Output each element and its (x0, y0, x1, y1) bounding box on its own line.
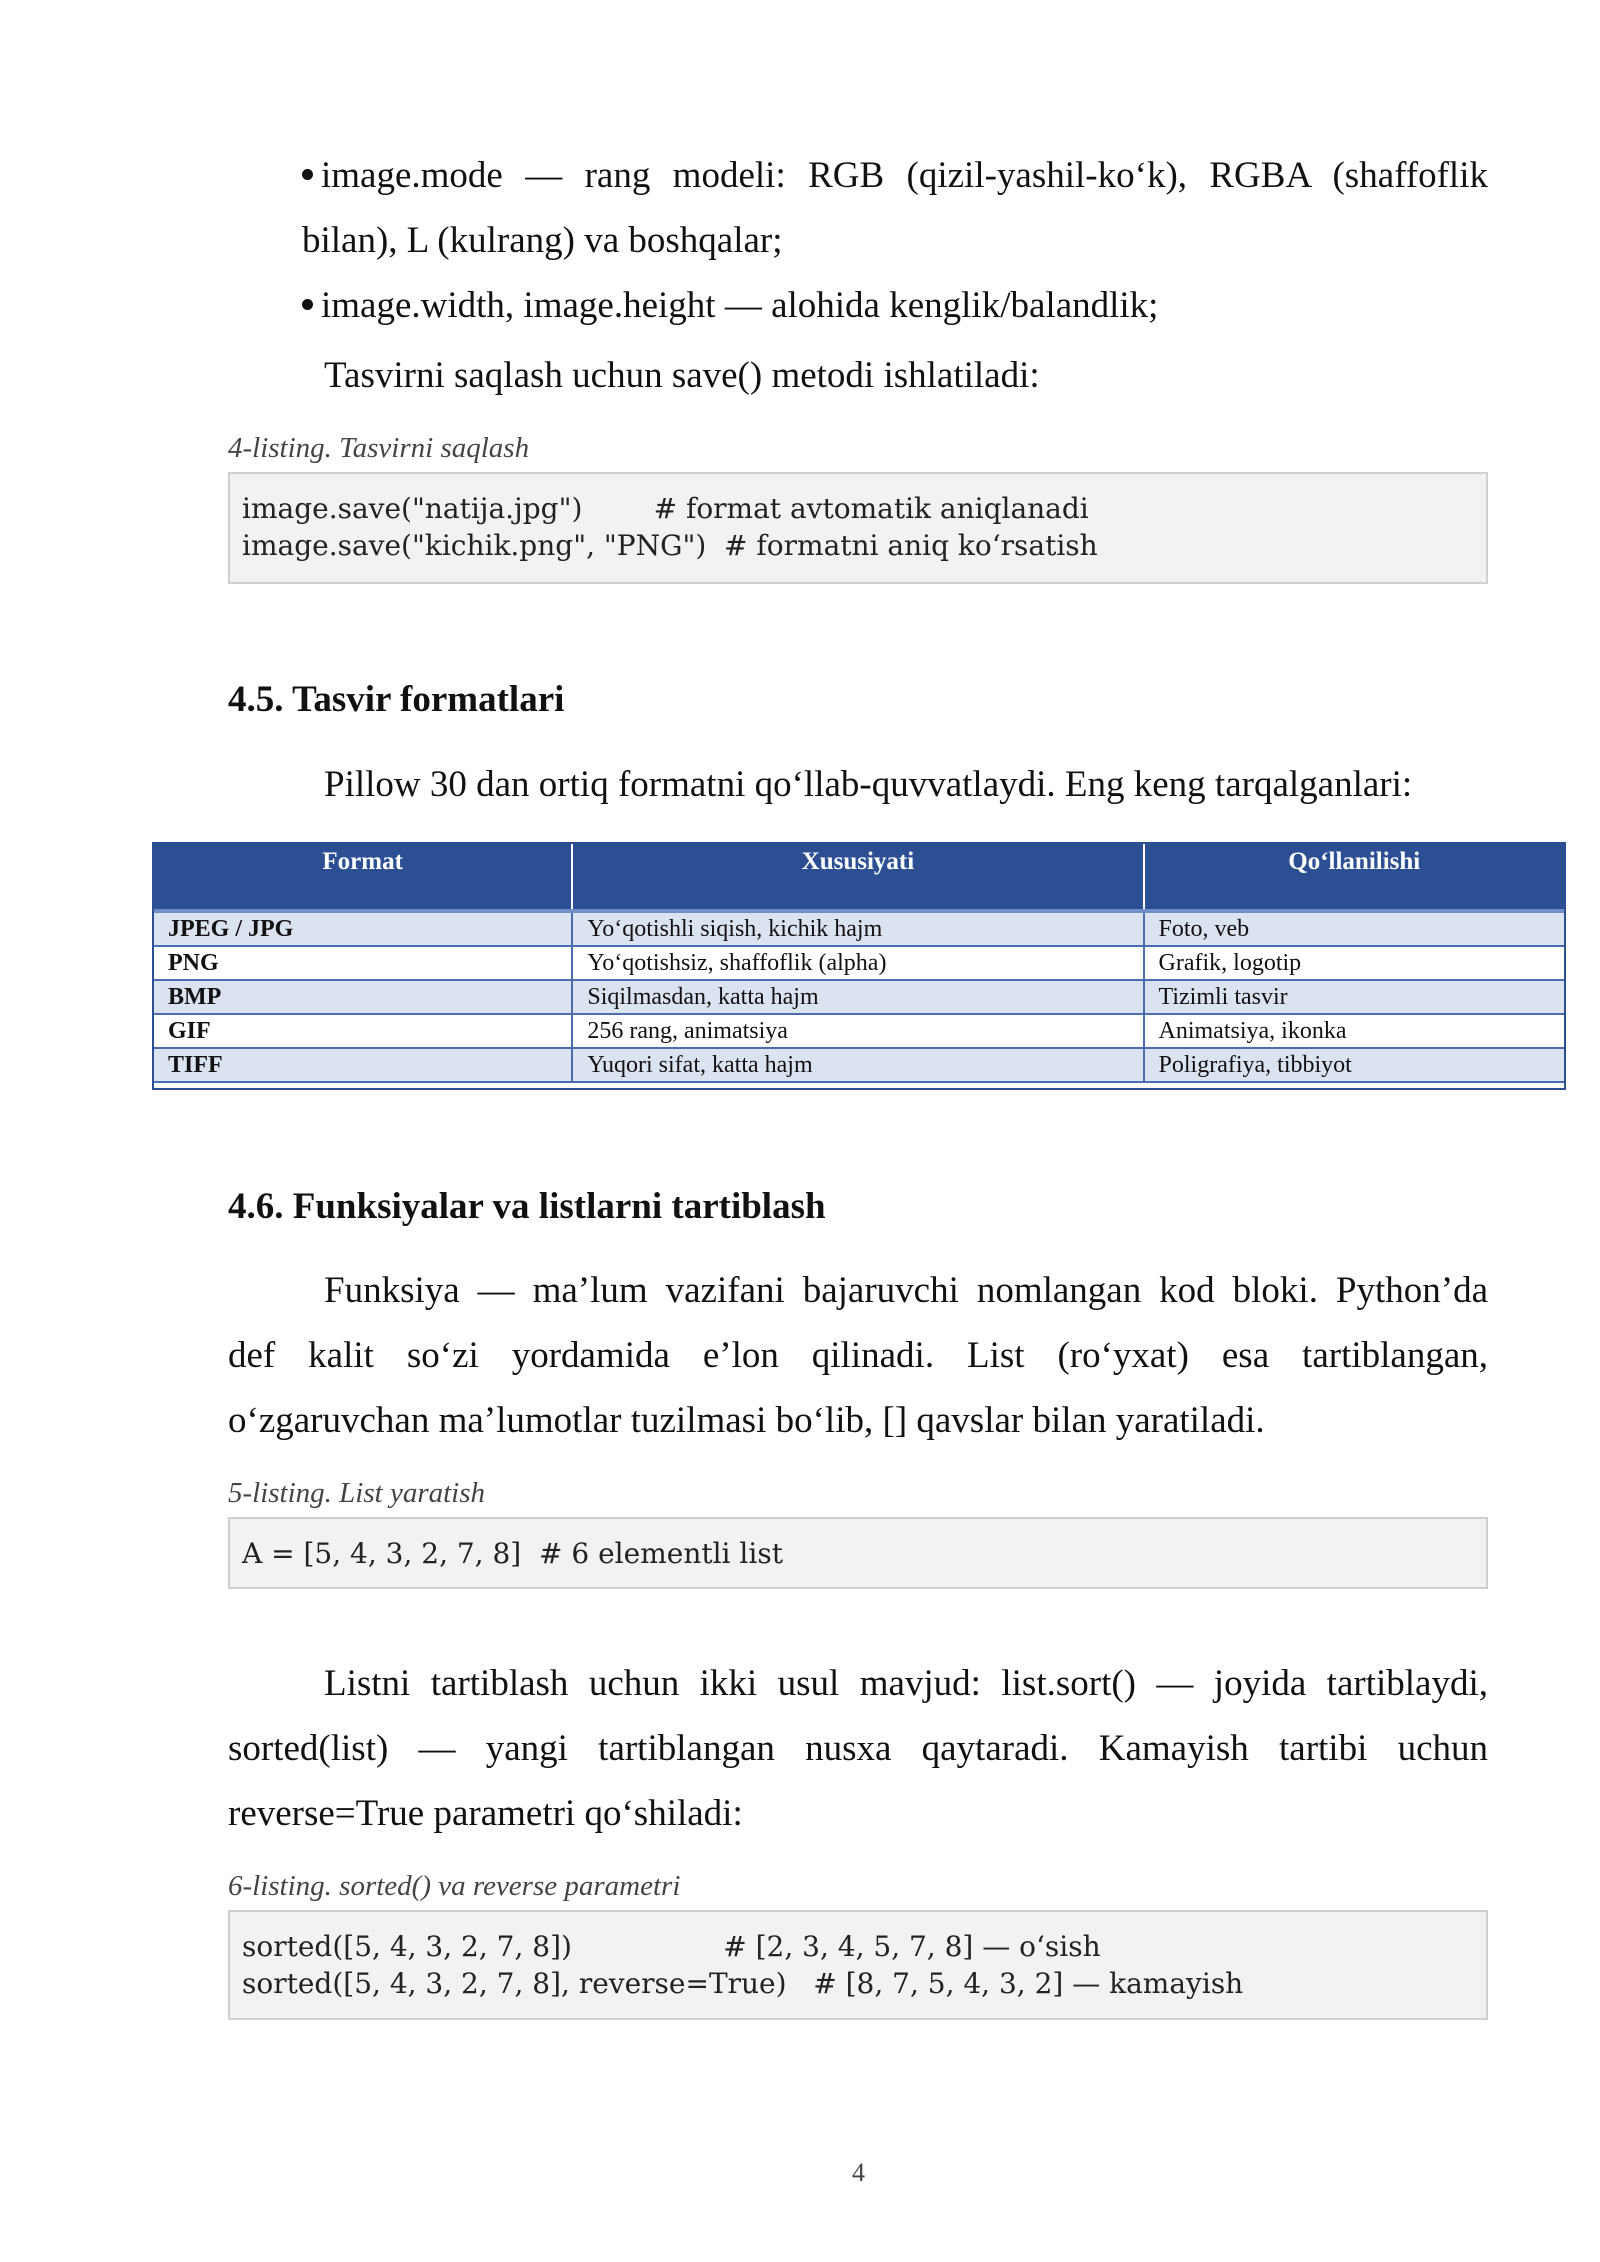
listing-caption: 6-listing. sorted() va reverse parametri (228, 1870, 681, 1902)
table-cell: Poligrafiya, tibbiyot (1144, 1048, 1565, 1082)
paragraph-line (228, 1388, 1488, 1454)
table-cell: GIF (153, 1014, 572, 1048)
table-header-row (153, 843, 1565, 911)
table-cell: 256 rang, animatsiya (572, 1014, 1143, 1048)
paragraph-text: sorted(list) — yangi tartiblangan nusxa qaytaradi. Kamayish tartibi uchun (228, 1728, 1488, 1769)
table-cell: Siqilmasdan, katta hajm (572, 980, 1143, 1014)
code-block: sorted([5, 4, 3, 2, 7, 8]) # [2, 3, 4, 5, 7, 8] — o‘sish sorted([5, 4, 3, 2, 7, 8], reverse=True) # [8, 7, 5, 4, 3, 2] — kamayish (228, 1910, 1488, 2020)
table-cell: Yo‘qotishsiz, shaffoflik (alpha) (572, 946, 1143, 980)
paragraph-line (228, 1781, 1488, 1847)
code-block: image.save("natija.jpg") # format avtomatik aniqlanadi image.save("kichik.png", "PNG") # formatni aniq ko‘rsatish (228, 472, 1488, 584)
paragraph-line (228, 1716, 1488, 1782)
table-cell: BMP (153, 980, 572, 1014)
bullet-icon (302, 169, 313, 180)
table-cell: PNG (153, 946, 572, 980)
paragraph-text: Listni tartiblash uchun ikki usul mavjud: list.sort() — joyida tartiblaydi, (324, 1663, 1488, 1704)
code-block: A = [5, 4, 3, 2, 7, 8] # 6 elementli list (228, 1517, 1488, 1589)
paragraph-line (324, 1651, 1488, 1717)
paragraph-line (228, 1323, 1488, 1389)
table-cell: Tizimli tasvir (1144, 980, 1565, 1014)
paragraph-line (324, 1258, 1488, 1324)
paragraph-text: Funksiya — ma’lum vazifani bajaruvchi nomlangan kod bloki. Python’da (324, 1270, 1488, 1311)
table-row (153, 980, 1565, 1014)
page-number: 4 (852, 2158, 865, 2187)
table-cell: Foto, veb (1144, 911, 1565, 946)
paragraph-text: def kalit so‘zi yordamida e’lon qilinadi. List (ro‘yxat) esa tartiblangan, (228, 1335, 1488, 1376)
paragraph: Pillow 30 dan ortiq formatni qo‘llab-quvvatlaydi. Eng keng tarqalganlari: (324, 764, 1413, 805)
column-header: Xususiyati (572, 843, 1143, 911)
table-cell: Animatsiya, ikonka (1144, 1014, 1565, 1048)
column-header: Qo‘llanilishi (1144, 843, 1565, 911)
listing-caption: 5-listing. List yaratish (228, 1477, 486, 1509)
formats-table (152, 842, 1566, 1083)
column-header: Format (153, 843, 572, 911)
table-row (153, 946, 1565, 980)
bullet-text: bilan), L (kulrang) va boshqalar; (302, 220, 783, 261)
table-cell: Grafik, logotip (1144, 946, 1565, 980)
bullet-continuation (302, 208, 1488, 274)
paragraph: Tasvirni saqlash uchun save() metodi ishlatiladi: (324, 355, 1040, 396)
table-cell: JPEG / JPG (153, 911, 572, 946)
bullet-text: image.width, image.height — alohida kenglik/balandlik; (321, 285, 1159, 326)
paragraph-text: reverse=True parametri qo‘shiladi: (228, 1793, 743, 1834)
bullet-text: image.mode — rang modeli: RGB (qizil-yashil-ko‘k), RGBA (shaffoflik (321, 155, 1488, 196)
bullet-item (302, 273, 1488, 339)
table-row (153, 1014, 1565, 1048)
table-row (153, 911, 1565, 946)
table-cell: Yuqori sifat, katta hajm (572, 1048, 1143, 1082)
bullet-item (302, 143, 1488, 209)
table-cell: TIFF (153, 1048, 572, 1082)
paragraph-text: o‘zgaruvchan ma’lumotlar tuzilmasi bo‘lib, [] qavslar bilan yaratiladi. (228, 1400, 1265, 1441)
section-heading: 4.5. Tasvir formatlari (228, 679, 565, 720)
table-cell: Yo‘qotishli siqish, kichik hajm (572, 911, 1143, 946)
bullet-icon (302, 299, 313, 310)
section-heading: 4.6. Funksiyalar va listlarni tartiblash (228, 1186, 826, 1227)
listing-caption: 4-listing. Tasvirni saqlash (228, 432, 530, 464)
table-row (153, 1048, 1565, 1082)
